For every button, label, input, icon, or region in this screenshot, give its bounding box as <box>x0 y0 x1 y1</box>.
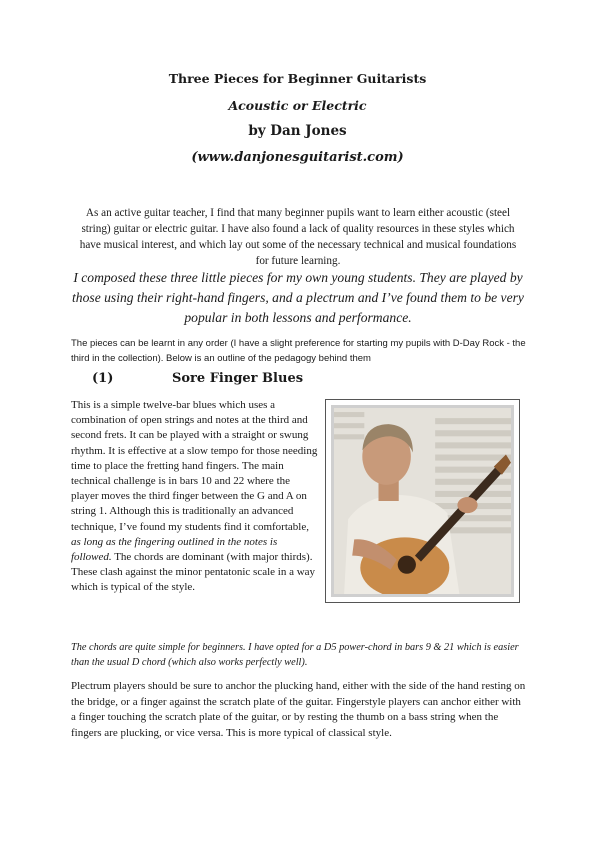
section-title: Sore Finger Blues <box>172 371 304 386</box>
chords-note: The chords are quite simple for beginners. I have opted for a D5 power-chord in bars 9 & 21 which is easier than the usual D chord (which also works perfectly well). <box>71 642 519 668</box>
website-link[interactable]: (www.danjonesguitarist.com) <box>191 150 404 165</box>
section-number: (1) <box>92 371 114 386</box>
fretting-hand <box>457 497 477 513</box>
sound-hole <box>398 556 416 574</box>
pieces-order-paragraph: The pieces can be learnt in any order (I have a slight preference for starting my pupils with D-Day Rock - the third in the collection). Below is an outline of the pedagogy behind them <box>71 338 526 364</box>
author-line: by Dan Jones <box>248 123 347 139</box>
photo-inner-border <box>331 405 514 597</box>
guitarist-photo <box>334 408 511 594</box>
blues-text-1: This is a simple twelve-bar blues which uses a combination of open strings and notes at the third and second frets. It can be played with a straight or swung rhythm. It is effective at a slow tempo for those needing time to place the fretting hand fingers. The main technical challenge is in bars 10 and 22 where the player moves the third finger between the G and A on string 1. Although this is traditionally an advanced technique, I’ve found my students find it comfortable, <box>71 399 318 533</box>
photo-frame <box>325 399 520 603</box>
document-title: Three Pieces for Beginner Guitarists <box>168 71 427 86</box>
quote-paragraph: I composed these three little pieces for my own young students. They are played by those using their right-hand fingers, and a plectrum and I’ve found them to be very popular in both lessons and performance. <box>72 270 524 325</box>
section-heading <box>92 371 303 386</box>
document-subtitle: Acoustic or Electric <box>228 98 367 113</box>
blues-text-2: The chords are dominant (with major thirds). These clash against the minor pentatonic scale in a way which is typical of the style. <box>71 551 316 594</box>
plectrum-paragraph: Plectrum players should be sure to anchor the plucking hand, either with the side of the hand resting on the bridge, or a finger against the scratch plate of the guitar. Fingerstyle players can anchor either with a finger touching the scratch plate of the guitar, or by resting the thumb on a bass string when the fingers are plucking, or vice versa. This is more typical of classical style. <box>71 680 526 739</box>
blues-text-italic: as long as the fingering outlined in the notes is followed. <box>71 535 278 564</box>
intro-paragraph: As an active guitar teacher, I find that many beginner pupils want to learn either acoustic (steel string) guitar or electric guitar. I have also found a lack of quality resources in these styles which have musical interest, and which lay out some of the necessary technical and musical foundations for future learning. <box>79 207 517 267</box>
sore-finger-blues-paragraph <box>71 398 319 596</box>
